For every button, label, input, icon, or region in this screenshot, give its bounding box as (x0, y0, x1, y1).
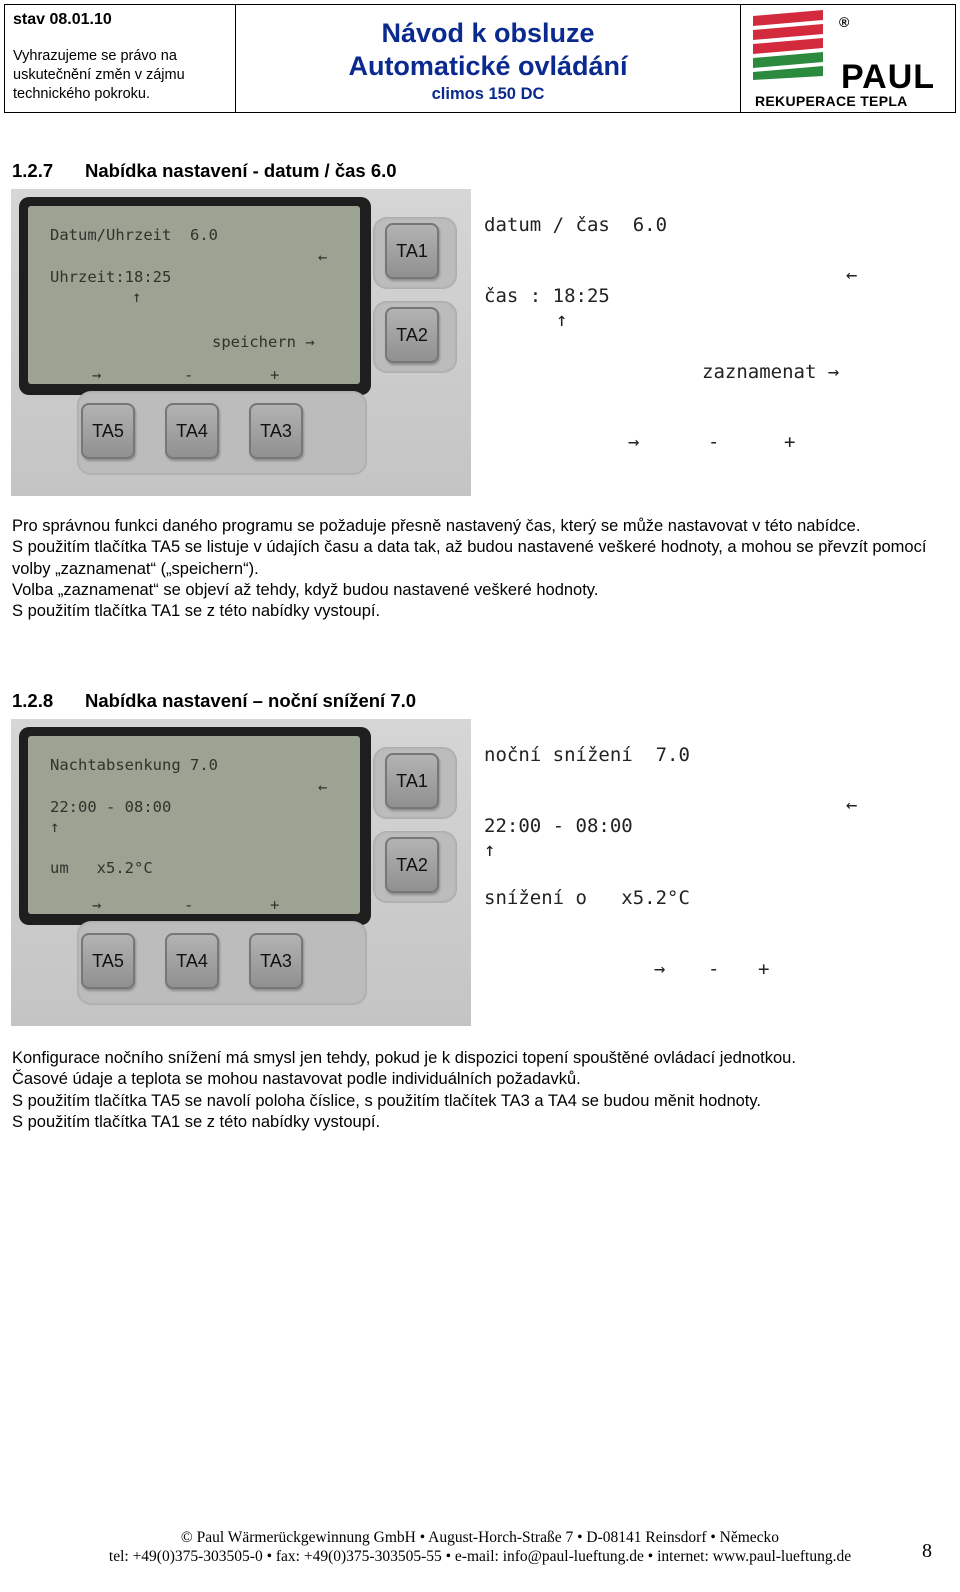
translation-line-3: snížení o x5.2°C (484, 887, 690, 909)
cursor-up-icon: ↑ (556, 309, 568, 331)
minus-icon: - (708, 958, 720, 980)
footer-contacts: tel: +49(0)375-303505-0 • fax: +49(0)375-303505-55 • e-mail: info@paul-lueftung.de • internet: www.paul-lueftung.de (108, 1548, 852, 1565)
cursor-up-icon: ↑ (50, 818, 60, 836)
lcd-line-4: speichern → (212, 333, 315, 351)
back-arrow-icon: ← (318, 778, 328, 796)
page-footer (0, 1528, 960, 1566)
translation-line-1: datum / čas 6.0 (484, 214, 668, 236)
minus-icon: - (184, 366, 194, 384)
ta2-button[interactable]: TA2 (385, 307, 439, 363)
right-arrow-icon: → (654, 958, 666, 980)
minus-icon: - (184, 896, 194, 914)
back-arrow-icon: ← (846, 794, 858, 816)
section-title: Nabídka nastavení - datum / čas 6.0 (85, 160, 397, 181)
lcd-line-1: Datum/Uhrzeit 6.0 (50, 226, 218, 244)
page-number: 8 (922, 1540, 932, 1562)
paragraph: S použitím tlačítka TA5 se listuje v údajích času a data tak, až budou nastavené veškeré hodnoty, a mohou se převzít pomocí volby „zaznamenat“ („speichern“). (12, 538, 927, 578)
section-heading (12, 690, 416, 712)
lcd-frame (19, 197, 371, 395)
cursor-up-icon: ↑ (132, 288, 142, 306)
ta4-button[interactable]: TA4 (165, 403, 219, 459)
section-text (12, 516, 932, 622)
logo-stripes-icon (753, 10, 833, 80)
ta1-button[interactable]: TA1 (385, 223, 439, 279)
paragraph: Konfigurace nočního snížení má smysl jen tehdy, pokud je k dispozici topení spouštěné ovládací jednotkou. (12, 1049, 796, 1067)
header-title-cell (236, 5, 741, 112)
paragraph: Časové údaje a teplota se mohou nastavovat podle individuálních požadavků. (12, 1070, 581, 1089)
section-number: 1.2.7 (12, 160, 54, 181)
header-left-cell (5, 5, 236, 112)
paul-logo (753, 10, 953, 110)
disclaimer-line: uskutečnění změn v zájmu (13, 67, 185, 83)
logo-wordmark: PAUL (841, 58, 936, 96)
ta2-button[interactable]: TA2 (385, 837, 439, 893)
lcd-display (28, 736, 360, 914)
ta4-button[interactable]: TA4 (165, 933, 219, 989)
paragraph: Volba „zaznamenat“ se objeví až tehdy, když budou nastavené veškeré hodnoty. (12, 580, 599, 599)
section-title: Nabídka nastavení – noční snížení 7.0 (85, 690, 417, 711)
cursor-up-icon: ↑ (484, 839, 496, 861)
translation-line-2: čas : 18:25 (484, 285, 610, 307)
plus-icon: + (758, 958, 770, 980)
paragraph: S použitím tlačítka TA5 se navolí poloha číslice, s použitím tlačítek TA3 a TA4 se budou měnit hodnoty. (12, 1091, 762, 1110)
translation-line-3: zaznamenat → (702, 361, 840, 383)
ta3-button[interactable]: TA3 (249, 933, 303, 989)
document-subtitle: Automatické ovládání (348, 51, 628, 81)
right-arrow-icon: → (92, 366, 102, 384)
back-arrow-icon: ← (846, 264, 858, 286)
paragraph: S použitím tlačítka TA1 se z této nabídky vystoupí. (12, 602, 381, 621)
logo-tagline: REKUPERACE TEPLA (755, 93, 908, 109)
back-arrow-icon: ← (318, 248, 328, 266)
footer-address: © Paul Wärmerückgewinnung GmbH • August-Horch-Straße 7 • D-08141 Reinsdorf • Německo (180, 1529, 780, 1546)
plus-icon: + (270, 896, 280, 914)
ta5-button[interactable]: TA5 (81, 403, 135, 459)
control-unit-image (11, 719, 471, 1026)
document-header (4, 4, 956, 113)
translation-line-1: noční snížení 7.0 (484, 744, 690, 766)
ta1-button[interactable]: TA1 (385, 753, 439, 809)
lcd-display (28, 206, 360, 384)
translation-line-2: 22:00 - 08:00 (484, 815, 633, 837)
translated-display (484, 740, 904, 1000)
lcd-frame (19, 727, 371, 925)
plus-icon: + (270, 366, 280, 384)
registered-mark: ® (839, 14, 850, 30)
right-arrow-icon: → (628, 431, 640, 453)
header-logo-cell (741, 5, 955, 112)
section-heading (12, 160, 397, 182)
translated-display (484, 210, 904, 470)
control-unit-image (11, 189, 471, 496)
ta3-button[interactable]: TA3 (249, 403, 303, 459)
version-label: stav 08.01.10 (13, 11, 112, 28)
lcd-line-2: 22:00 - 08:00 (50, 798, 172, 816)
disclaimer-line: Vyhrazujeme se právo na (13, 48, 177, 64)
minus-icon: - (708, 431, 720, 453)
lcd-line-4: um x5.2°C (50, 859, 153, 877)
lcd-line-1: Nachtabsenkung 7.0 (50, 756, 218, 774)
paragraph: Pro správnou funkci daného programu se požaduje přesně nastavený čas, který se může nastavovat v této nabídce. (12, 517, 861, 535)
document-title: Návod k obsluze (381, 18, 595, 48)
disclaimer-line: technického pokroku. (13, 86, 151, 102)
product-name: climos 150 DC (431, 85, 545, 103)
section-number: 1.2.8 (12, 690, 54, 711)
plus-icon: + (784, 431, 796, 453)
lcd-line-2: Uhrzeit:18:25 (50, 268, 172, 286)
ta5-button[interactable]: TA5 (81, 933, 135, 989)
section-text (12, 1048, 932, 1133)
paragraph: S použitím tlačítka TA1 se z této nabídky vystoupí. (12, 1112, 381, 1131)
right-arrow-icon: → (92, 896, 102, 914)
